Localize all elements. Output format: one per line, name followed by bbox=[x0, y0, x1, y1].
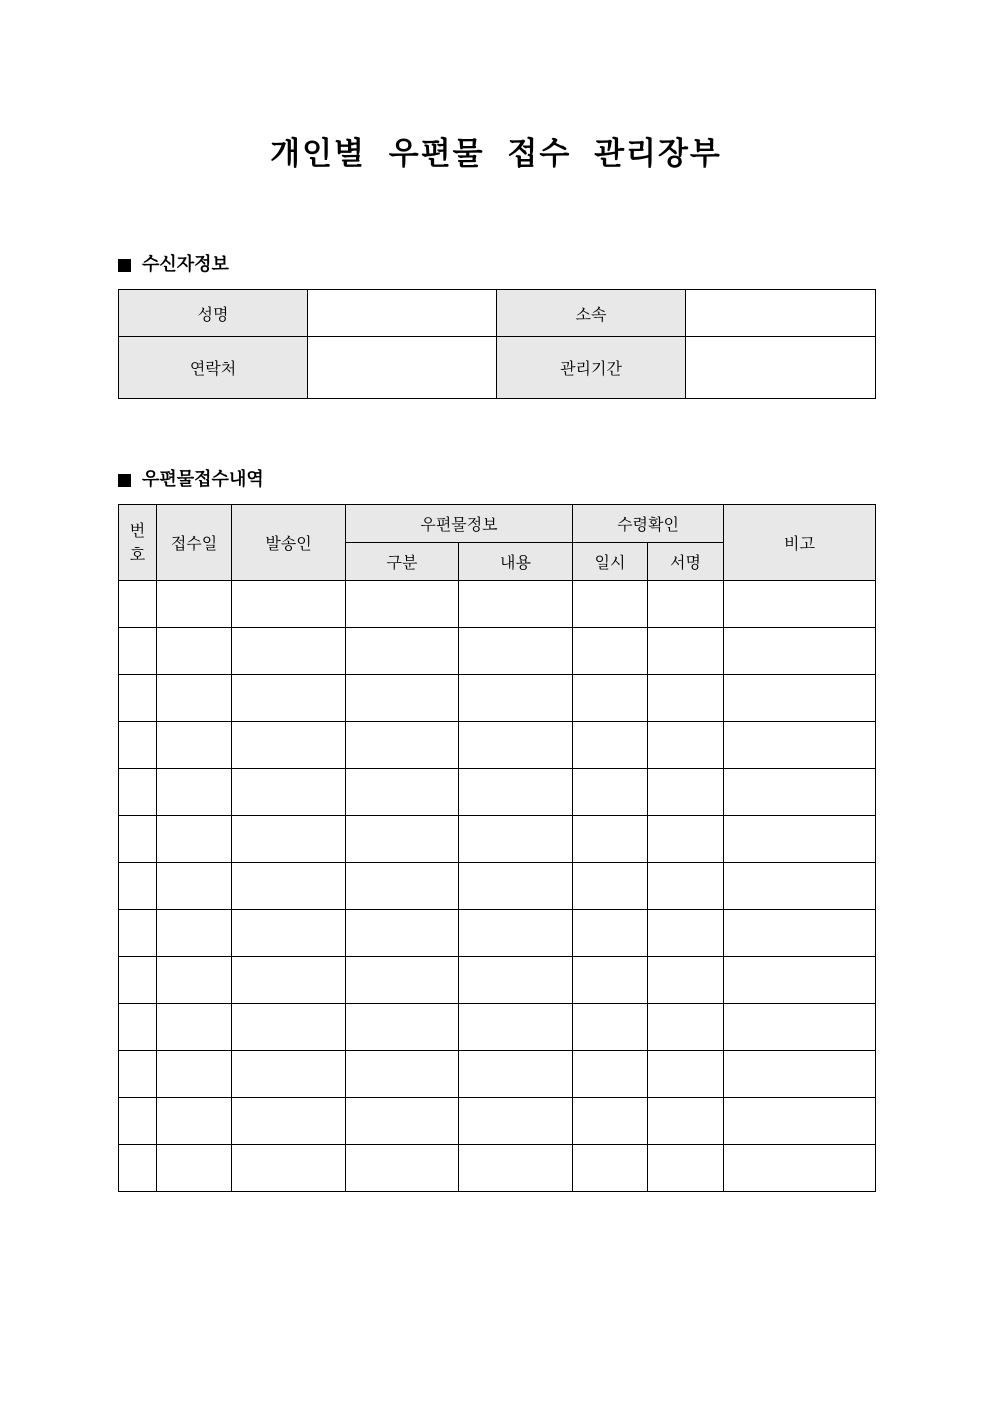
number-cell[interactable] bbox=[119, 1051, 157, 1098]
mail-content-cell[interactable] bbox=[459, 581, 573, 628]
affiliation-label: 소속 bbox=[497, 290, 686, 337]
sender-cell[interactable] bbox=[232, 581, 346, 628]
mail-content-cell[interactable] bbox=[459, 628, 573, 675]
contact-label: 연락처 bbox=[119, 337, 308, 399]
signature-header: 서명 bbox=[648, 543, 724, 581]
mail-content-cell[interactable] bbox=[459, 1145, 573, 1192]
table-row bbox=[119, 910, 876, 957]
remarks-header: 비고 bbox=[724, 505, 876, 581]
mail-type-cell[interactable] bbox=[346, 769, 459, 816]
datetime-cell[interactable] bbox=[573, 769, 648, 816]
number-cell[interactable] bbox=[119, 675, 157, 722]
mail-type-cell[interactable] bbox=[346, 1051, 459, 1098]
name-field[interactable] bbox=[308, 290, 497, 337]
number-cell[interactable] bbox=[119, 1098, 157, 1145]
sender-cell[interactable] bbox=[232, 1098, 346, 1145]
number-header-line2: 호 bbox=[129, 544, 146, 564]
number-cell[interactable] bbox=[119, 722, 157, 769]
period-label: 관리기간 bbox=[497, 337, 686, 399]
remarks-cell[interactable] bbox=[724, 628, 876, 675]
mail-type-cell[interactable] bbox=[346, 1145, 459, 1192]
signature-cell[interactable] bbox=[648, 816, 724, 863]
remarks-cell[interactable] bbox=[724, 675, 876, 722]
remarks-cell[interactable] bbox=[724, 910, 876, 957]
remarks-cell[interactable] bbox=[724, 863, 876, 910]
mail-type-cell[interactable] bbox=[346, 722, 459, 769]
square-bullet-icon bbox=[118, 474, 131, 487]
mail-content-cell[interactable] bbox=[459, 816, 573, 863]
signature-cell[interactable] bbox=[648, 769, 724, 816]
mail-type-cell[interactable] bbox=[346, 628, 459, 675]
number-cell[interactable] bbox=[119, 863, 157, 910]
affiliation-field[interactable] bbox=[686, 290, 876, 337]
signature-cell[interactable] bbox=[648, 1098, 724, 1145]
number-cell[interactable] bbox=[119, 769, 157, 816]
remarks-cell[interactable] bbox=[724, 1051, 876, 1098]
signature-cell[interactable] bbox=[648, 675, 724, 722]
datetime-cell[interactable] bbox=[573, 910, 648, 957]
number-cell[interactable] bbox=[119, 816, 157, 863]
signature-cell[interactable] bbox=[648, 628, 724, 675]
received-date-header: 접수일 bbox=[157, 505, 232, 581]
signature-cell[interactable] bbox=[648, 581, 724, 628]
datetime-cell[interactable] bbox=[573, 1145, 648, 1192]
number-cell[interactable] bbox=[119, 910, 157, 957]
received-date-cell[interactable] bbox=[157, 910, 232, 957]
mail-type-cell[interactable] bbox=[346, 910, 459, 957]
number-cell[interactable] bbox=[119, 628, 157, 675]
table-row bbox=[119, 1051, 876, 1098]
mail-content-cell[interactable] bbox=[459, 769, 573, 816]
signature-cell[interactable] bbox=[648, 1004, 724, 1051]
sender-cell[interactable] bbox=[232, 675, 346, 722]
recipient-info-heading-text: 수신자정보 bbox=[142, 254, 229, 275]
sender-header: 발송인 bbox=[232, 505, 346, 581]
datetime-cell[interactable] bbox=[573, 1004, 648, 1051]
sender-cell[interactable] bbox=[232, 1004, 346, 1051]
remarks-cell[interactable] bbox=[724, 816, 876, 863]
signature-cell[interactable] bbox=[648, 1145, 724, 1192]
mail-content-cell[interactable] bbox=[459, 722, 573, 769]
table-row bbox=[119, 957, 876, 1004]
received-date-cell[interactable] bbox=[157, 769, 232, 816]
received-date-cell[interactable] bbox=[157, 628, 232, 675]
datetime-cell[interactable] bbox=[573, 628, 648, 675]
mail-content-header: 내용 bbox=[459, 543, 573, 581]
number-cell[interactable] bbox=[119, 1145, 157, 1192]
received-date-cell[interactable] bbox=[157, 957, 232, 1004]
mail-info-header: 우편물정보 bbox=[346, 505, 573, 543]
recipient-info-heading bbox=[118, 253, 229, 277]
mail-type-cell[interactable] bbox=[346, 816, 459, 863]
receipt-confirm-header: 수령확인 bbox=[573, 505, 724, 543]
sender-cell[interactable] bbox=[232, 957, 346, 1004]
number-header bbox=[119, 505, 157, 581]
table-row bbox=[119, 863, 876, 910]
mail-type-cell[interactable] bbox=[346, 957, 459, 1004]
mail-content-cell[interactable] bbox=[459, 863, 573, 910]
number-header-line1: 번 bbox=[129, 520, 146, 540]
mail-receipt-heading bbox=[118, 468, 264, 492]
sender-cell[interactable] bbox=[232, 816, 346, 863]
received-date-cell[interactable] bbox=[157, 581, 232, 628]
mail-type-cell[interactable] bbox=[346, 863, 459, 910]
sender-cell[interactable] bbox=[232, 1145, 346, 1192]
table-row bbox=[119, 1004, 876, 1051]
signature-cell[interactable] bbox=[648, 722, 724, 769]
datetime-header: 일시 bbox=[573, 543, 648, 581]
received-date-cell[interactable] bbox=[157, 722, 232, 769]
mail-content-cell[interactable] bbox=[459, 1004, 573, 1051]
table-row bbox=[119, 722, 876, 769]
number-cell[interactable] bbox=[119, 1004, 157, 1051]
contact-field[interactable] bbox=[308, 337, 497, 399]
remarks-cell[interactable] bbox=[724, 957, 876, 1004]
table-row bbox=[119, 1145, 876, 1192]
table-row bbox=[119, 675, 876, 722]
mail-receipt-heading-text: 우편물접수내역 bbox=[142, 469, 264, 490]
mail-content-cell[interactable] bbox=[459, 1098, 573, 1145]
datetime-cell[interactable] bbox=[573, 816, 648, 863]
signature-cell[interactable] bbox=[648, 957, 724, 1004]
received-date-cell[interactable] bbox=[157, 1004, 232, 1051]
datetime-cell[interactable] bbox=[573, 863, 648, 910]
mail-type-header: 구분 bbox=[346, 543, 459, 581]
document-title: 개인별 우편물 접수 관리장부 bbox=[270, 136, 722, 172]
remarks-cell[interactable] bbox=[724, 769, 876, 816]
signature-cell[interactable] bbox=[648, 863, 724, 910]
signature-cell[interactable] bbox=[648, 1051, 724, 1098]
sender-cell[interactable] bbox=[232, 863, 346, 910]
received-date-cell[interactable] bbox=[157, 1145, 232, 1192]
mail-content-cell[interactable] bbox=[459, 675, 573, 722]
received-date-cell[interactable] bbox=[157, 816, 232, 863]
signature-cell[interactable] bbox=[648, 910, 724, 957]
remarks-cell[interactable] bbox=[724, 1145, 876, 1192]
remarks-cell[interactable] bbox=[724, 722, 876, 769]
mail-type-cell[interactable] bbox=[346, 675, 459, 722]
table-row bbox=[119, 816, 876, 863]
sender-cell[interactable] bbox=[232, 769, 346, 816]
remarks-cell[interactable] bbox=[724, 581, 876, 628]
sender-cell[interactable] bbox=[232, 722, 346, 769]
mail-receipt-rows bbox=[119, 581, 876, 1192]
table-row bbox=[119, 581, 876, 628]
mail-content-cell[interactable] bbox=[459, 910, 573, 957]
mail-content-cell[interactable] bbox=[459, 957, 573, 1004]
remarks-cell[interactable] bbox=[724, 1004, 876, 1051]
received-date-cell[interactable] bbox=[157, 1051, 232, 1098]
received-date-cell[interactable] bbox=[157, 863, 232, 910]
received-date-cell[interactable] bbox=[157, 1098, 232, 1145]
number-cell[interactable] bbox=[119, 957, 157, 1004]
table-row bbox=[119, 628, 876, 675]
table-row bbox=[119, 769, 876, 816]
datetime-cell[interactable] bbox=[573, 1098, 648, 1145]
square-bullet-icon bbox=[118, 259, 131, 272]
mail-type-cell[interactable] bbox=[346, 1098, 459, 1145]
remarks-cell[interactable] bbox=[724, 1098, 876, 1145]
sender-cell[interactable] bbox=[232, 628, 346, 675]
received-date-cell[interactable] bbox=[157, 675, 232, 722]
sender-cell[interactable] bbox=[232, 910, 346, 957]
datetime-cell[interactable] bbox=[573, 581, 648, 628]
name-label: 성명 bbox=[119, 290, 308, 337]
mail-content-cell[interactable] bbox=[459, 1051, 573, 1098]
mail-type-cell[interactable] bbox=[346, 1004, 459, 1051]
datetime-cell[interactable] bbox=[573, 957, 648, 1004]
mail-receipt-table bbox=[118, 504, 876, 1192]
recipient-info-table bbox=[118, 289, 876, 399]
sender-cell[interactable] bbox=[232, 1051, 346, 1098]
mail-type-cell[interactable] bbox=[346, 581, 459, 628]
datetime-cell[interactable] bbox=[573, 1051, 648, 1098]
table-row bbox=[119, 1098, 876, 1145]
datetime-cell[interactable] bbox=[573, 675, 648, 722]
number-cell[interactable] bbox=[119, 581, 157, 628]
period-field[interactable] bbox=[686, 337, 876, 399]
datetime-cell[interactable] bbox=[573, 722, 648, 769]
